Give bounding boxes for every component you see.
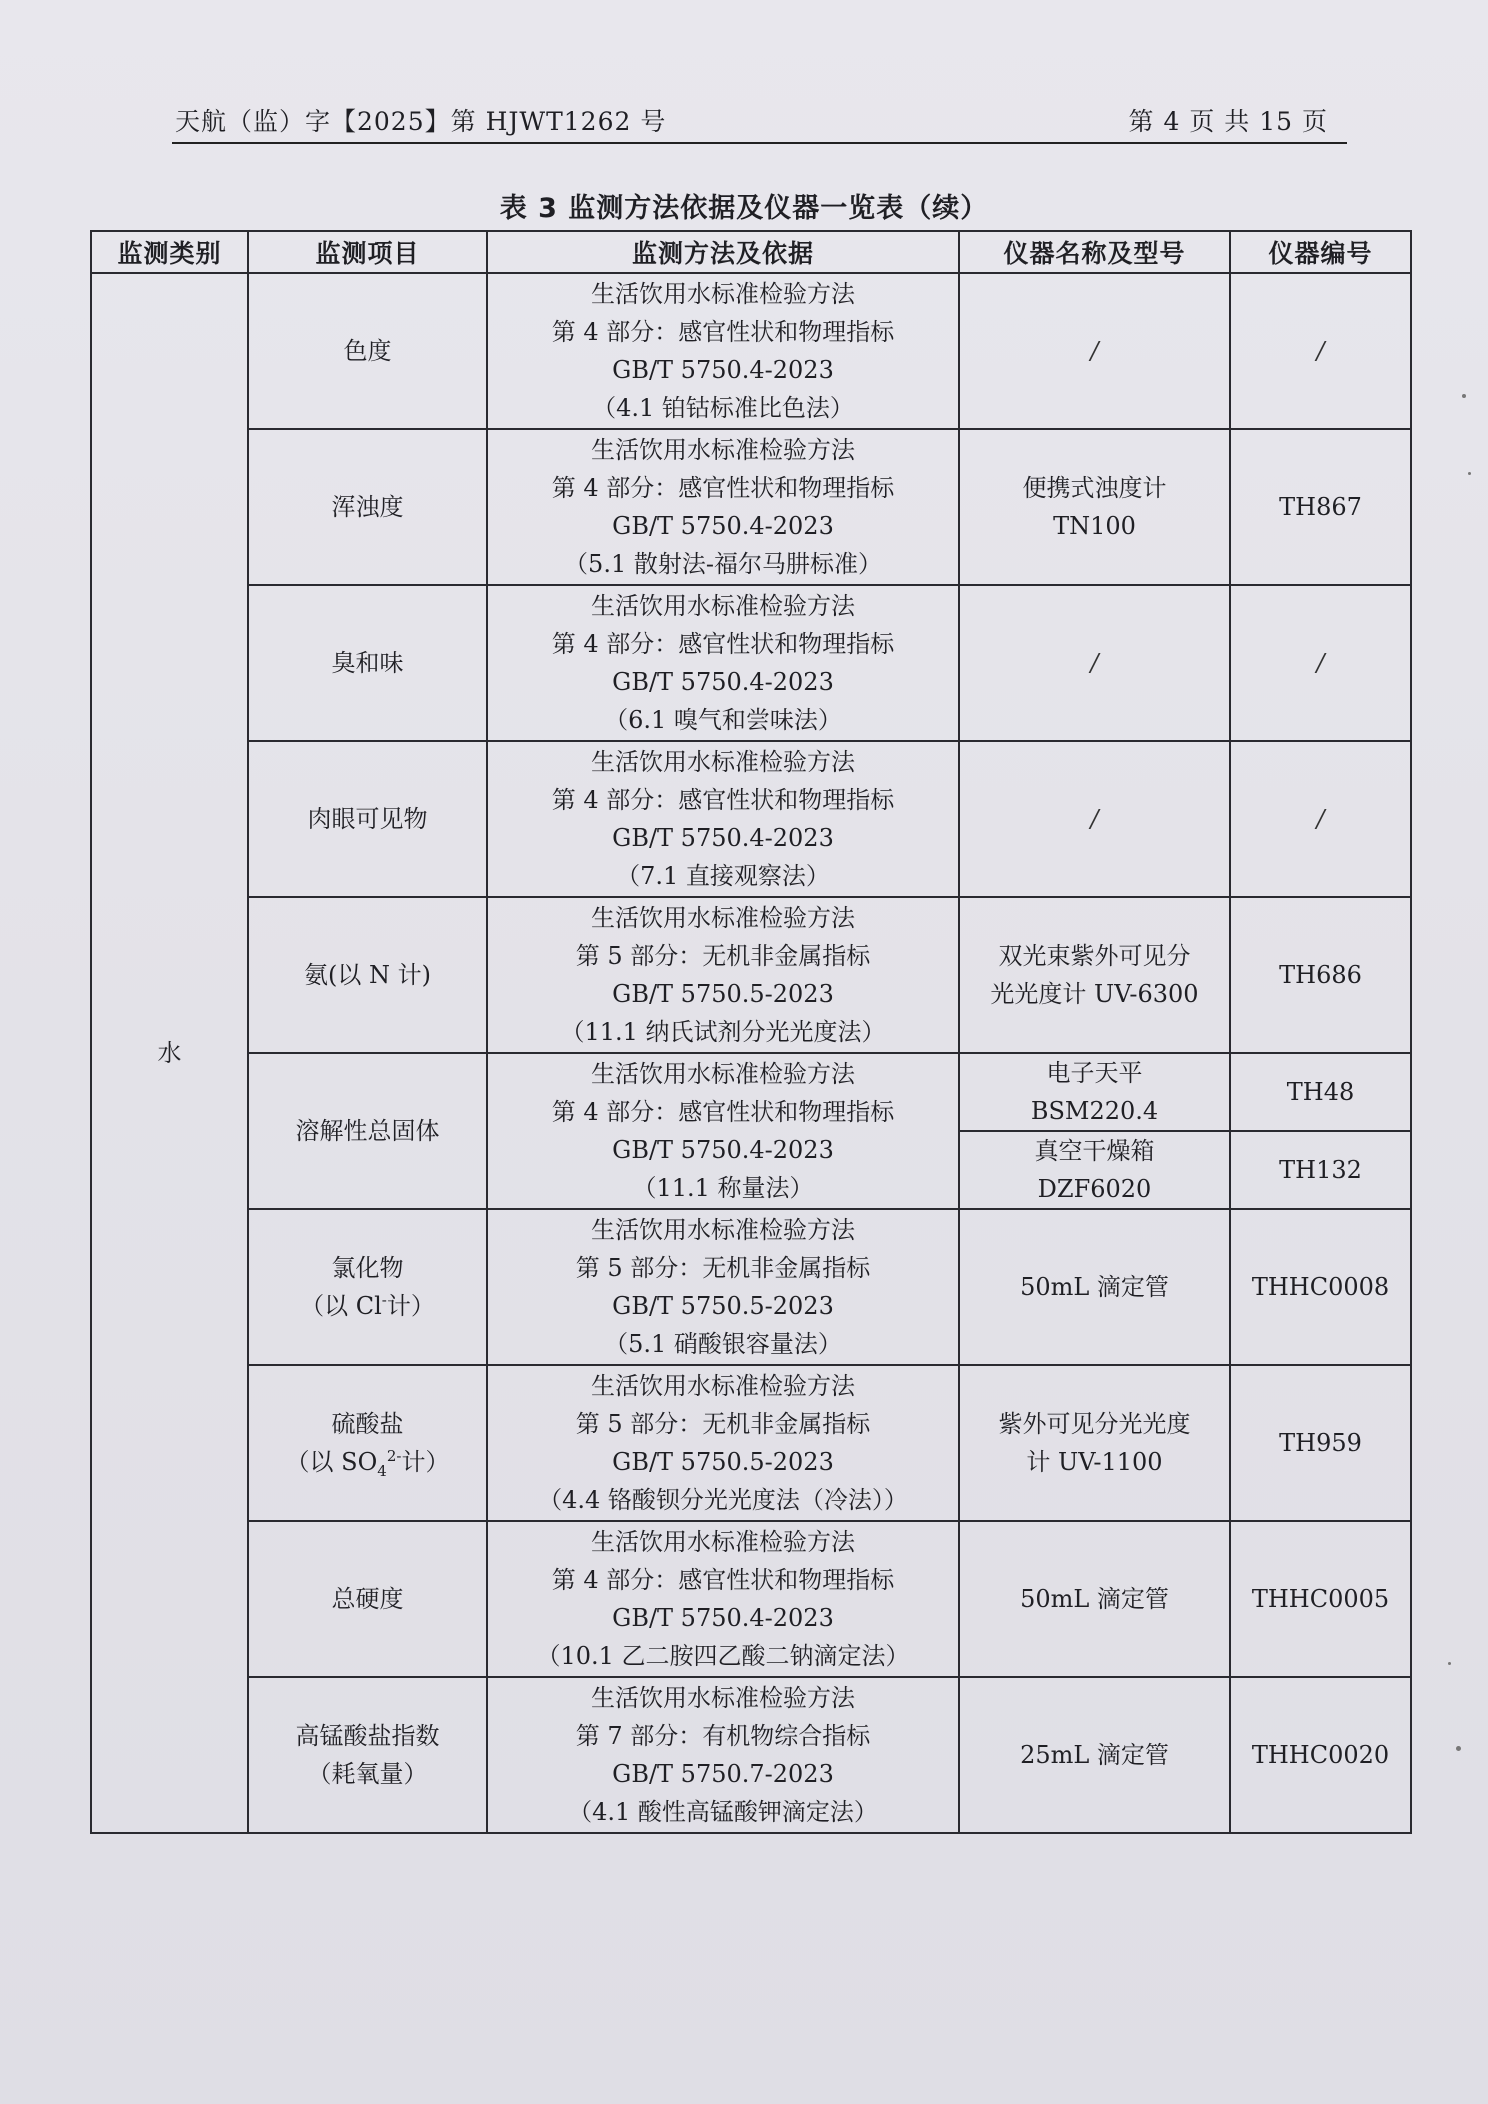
method-line: （4.1 酸性高锰酸钾滴定法） [568,1798,878,1826]
item-basis-sub: 4 [377,1461,387,1480]
item-cell [248,1209,487,1365]
methods-table [90,230,1412,1834]
method-cell [487,741,959,897]
item-cell [248,1365,487,1521]
number-cell: TH132 [1230,1131,1411,1209]
method-line: （10.1 乙二胺四乙酸二钠滴定法） [536,1642,910,1670]
item-basis: （耗氧量） [307,1760,428,1788]
method-line: GB/T 5750.5-2023 [612,1292,834,1320]
method-cell [487,1521,959,1677]
table-row [91,585,1411,741]
method-line: GB/T 5750.4-2023 [612,1604,834,1632]
item-basis-sup: - [381,1291,387,1309]
table-row [91,1521,1411,1677]
item-basis-pre: （以 SO [285,1448,378,1476]
method-line: 第 4 部分：感官性状和物理指标 [551,474,895,502]
col-header-number: 仪器编号 [1230,231,1411,273]
method-line: （11.1 纳氏试剂分光光度法） [560,1018,886,1046]
number-cell: / [1230,273,1411,429]
table-header-row [91,231,1411,273]
item-basis-pre: （以 Cl [300,1292,382,1320]
method-line: 生活饮用水标准检验方法 [591,1684,855,1712]
instrument-cell: 便携式浊度计 TN100 [959,429,1230,585]
method-line: 生活饮用水标准检验方法 [591,1528,855,1556]
item-cell: 浑浊度 [248,429,487,585]
method-line: 第 4 部分：感官性状和物理指标 [551,786,895,814]
item-name: 硫酸盐 [331,1410,404,1438]
number-cell: / [1230,585,1411,741]
method-line: GB/T 5750.5-2023 [612,1448,834,1476]
item-cell: 溶解性总固体 [248,1053,487,1209]
col-header-category: 监测类别 [91,231,248,273]
method-line: 第 5 部分：无机非金属指标 [575,942,871,970]
method-cell [487,1053,959,1209]
instrument-cell: 50mL 滴定管 [959,1209,1230,1365]
method-cell [487,273,959,429]
method-line: GB/T 5750.4-2023 [612,1136,834,1164]
table-row [91,1365,1411,1521]
method-line: GB/T 5750.4-2023 [612,512,834,540]
method-line: 生活饮用水标准检验方法 [591,436,855,464]
method-cell [487,897,959,1053]
number-cell: THHC0020 [1230,1677,1411,1833]
item-name: 高锰酸盐指数 [295,1722,440,1750]
table-row [91,429,1411,585]
item-basis-post: 计） [401,1448,450,1476]
instrument-cell: 25mL 滴定管 [959,1677,1230,1833]
number-cell: THHC0008 [1230,1209,1411,1365]
report-number: 天航（监）字【2025】第 HJWT1262 号 [175,107,667,136]
col-header-method: 监测方法及依据 [487,231,959,273]
method-line: 第 4 部分：感官性状和物理指标 [551,318,895,346]
item-cell: 总硬度 [248,1521,487,1677]
method-line: （4.1 铂钴标准比色法） [592,394,854,422]
item-cell: 氨(以 N 计) [248,897,487,1053]
method-cell [487,1677,959,1833]
method-line: （6.1 嗅气和尝味法） [604,706,842,734]
method-line: 第 4 部分：感官性状和物理指标 [551,1566,895,1594]
table-row [91,1677,1411,1833]
instrument-cell: / [959,585,1230,741]
number-cell: TH48 [1230,1053,1411,1131]
header-rule [172,142,1347,144]
method-line: GB/T 5750.5-2023 [612,980,834,1008]
method-line: 生活饮用水标准检验方法 [591,1216,855,1244]
instrument-cell: 50mL 滴定管 [959,1521,1230,1677]
instrument-cell: / [959,741,1230,897]
table-title: 表 3 监测方法依据及仪器一览表（续） [499,193,989,224]
method-cell [487,1209,959,1365]
item-cell [248,1677,487,1833]
method-line: 第 4 部分：感官性状和物理指标 [551,1098,895,1126]
method-cell [487,429,959,585]
method-line: （11.1 称量法） [632,1174,814,1202]
category-cell: 水 [91,273,248,1833]
number-cell: THHC0005 [1230,1521,1411,1677]
page-number: 第 4 页 共 15 页 [1128,107,1328,136]
method-line: 生活饮用水标准检验方法 [591,904,855,932]
item-basis [249,1443,486,1481]
method-line: 第 4 部分：感官性状和物理指标 [551,630,895,658]
instrument-cell: / [959,273,1230,429]
method-line: （4.4 铬酸钡分光光度法（冷法）） [538,1486,908,1514]
table-row [91,897,1411,1053]
method-cell [487,1365,959,1521]
method-line: GB/T 5750.4-2023 [612,824,834,852]
item-basis [249,1287,486,1325]
item-basis-sup: 2- [386,1447,402,1465]
instrument-cell: 电子天平 BSM220.4 [959,1053,1230,1131]
number-cell: TH867 [1230,429,1411,585]
scan-speck [1462,394,1466,398]
method-line: GB/T 5750.7-2023 [612,1760,834,1788]
method-cell [487,585,959,741]
method-line: 生活饮用水标准检验方法 [591,280,855,308]
method-line: 第 5 部分：无机非金属指标 [575,1254,871,1282]
number-cell: TH686 [1230,897,1411,1053]
item-cell: 肉眼可见物 [248,741,487,897]
item-basis-post: 计） [386,1292,435,1320]
col-header-instrument: 仪器名称及型号 [959,231,1230,273]
method-line: 生活饮用水标准检验方法 [591,1060,855,1088]
method-line: 生活饮用水标准检验方法 [591,748,855,776]
number-cell: TH959 [1230,1365,1411,1521]
instrument-cell: 紫外可见分光光度 计 UV-1100 [959,1365,1230,1521]
method-line: （5.1 硝酸银容量法） [604,1330,842,1358]
table-row [91,1209,1411,1365]
method-line: （7.1 直接观察法） [616,862,830,890]
col-header-item: 监测项目 [248,231,487,273]
number-cell: / [1230,741,1411,897]
scan-speck [1448,1662,1451,1665]
item-cell: 臭和味 [248,585,487,741]
item-name: 氯化物 [331,1254,404,1282]
item-cell: 色度 [248,273,487,429]
method-line: GB/T 5750.4-2023 [612,668,834,696]
table-row [91,1053,1411,1131]
method-line: 生活饮用水标准检验方法 [591,592,855,620]
method-line: 第 7 部分：有机物综合指标 [575,1722,871,1750]
method-line: 生活饮用水标准检验方法 [591,1372,855,1400]
table-row [91,273,1411,429]
scan-speck [1456,1746,1461,1751]
scan-speck [1468,472,1471,475]
table-row [91,741,1411,897]
instrument-cell: 双光束紫外可见分 光光度计 UV-6300 [959,897,1230,1053]
method-line: GB/T 5750.4-2023 [612,356,834,384]
method-line: （5.1 散射法-福尔马肼标准） [564,550,882,578]
method-line: 第 5 部分：无机非金属指标 [575,1410,871,1438]
instrument-cell: 真空干燥箱 DZF6020 [959,1131,1230,1209]
